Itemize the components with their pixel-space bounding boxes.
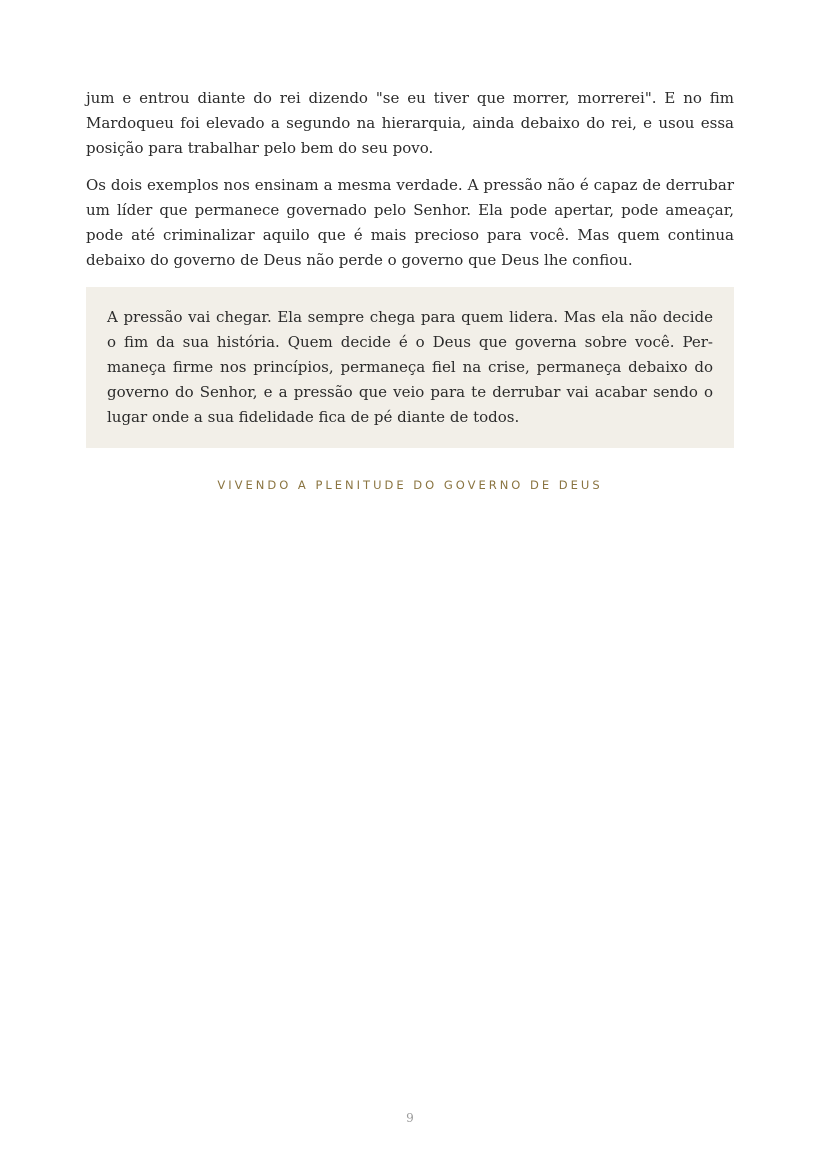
- body-paragraph-2: Os dois exemplos nos ensinam a mesma verdade. A pressão não é capaz de derrubar um líder que permanece governado pelo Senhor. Ela pode apertar, pode ameaçar, pode até criminalizar aquilo que é mais precioso para você. Mas quem continua debaixo do governo de Deus não perde o governo que Deus lhe confiou.: [86, 176, 734, 269]
- callout-text: A pressão vai chegar. Ela sempre chega para quem lidera. Mas ela não decide o fim da sua história. Quem decide é o Deus que governa sobre você. Permaneça firme nos princípios, permaneça fiel na crise, permaneça debaixo do governo do Senhor, e a pressão que veio para te derrubar vai acabar sendo o lugar onde a sua fidelidade fica de pé diante de todos.: [107, 308, 713, 426]
- page-number: 9: [406, 1111, 414, 1125]
- highlight-callout-box: [86, 287, 734, 448]
- section-title-footer: VIVENDO A PLENITUDE DO GOVERNO DE DEUS: [217, 478, 603, 492]
- page-content: [86, 86, 734, 492]
- body-paragraph-1: jum e entrou diante do rei dizendo "se eu tiver que morrer, morrerei". E no fim Mardoqueu foi elevado a segundo na hierarquia, ainda debaixo do rei, e usou essa posição para trabalhar pelo bem do seu povo.: [86, 89, 734, 157]
